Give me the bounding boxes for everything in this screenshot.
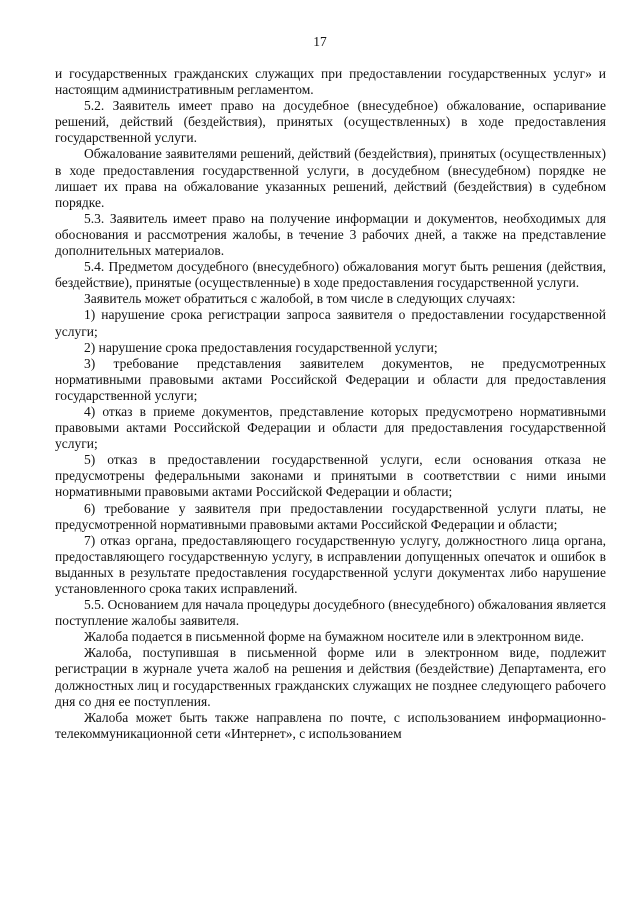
list-item-7: 7) отказ органа, предоставляющего государственную услугу, должностного лица органа, предоставляющего государственную услугу, в исправлении допущенных опечаток и ошибок в выданных в результате предоставления государственной услуги документах либо нарушение установленного срока таких исправлений.	[55, 532, 606, 596]
list-item-4: 4) отказ в приеме документов, представление которых предусмотрено нормативными правовыми актами Российской Федерации и области для предоставления государственной услуги;	[55, 403, 606, 452]
paragraph-continuation: и государственных гражданских служащих при предоставлении государственных услуг» и настоящим административным регламентом.	[55, 66, 606, 98]
page-number: 17	[313, 34, 327, 49]
paragraph-complaint-mail: Жалоба может быть также направлена по почте, с использованием информационно-телекоммуникационной сети «Интернет», с использованием	[55, 709, 606, 741]
list-item-6: 6) требование у заявителя при предоставлении государственной услуги платы, не предусмотренной нормативными правовыми актами Российской Федерации и области;	[55, 500, 606, 532]
paragraph-5-5: 5.5. Основанием для начала процедуры досудебного (внесудебного) обжалования является поступление жалобы заявителя.	[55, 597, 606, 629]
list-item-2: 2) нарушение срока предоставления государственной услуги;	[84, 339, 438, 355]
paragraph-complaint-registration: Жалоба, поступившая в письменной форме или в электронном виде, подлежит регистрации в журнале учета жалоб на решения и действия (бездействие) Департамента, его должностных лиц и государственных гражданских служащих не позднее следующего рабочего дня со дня ее поступления.	[55, 645, 606, 709]
document-body	[55, 66, 606, 742]
list-item-3: 3) требование представления заявителем документов, не предусмотренных нормативными правовыми актами Российской Федерации и области для предоставления государственной услуги;	[55, 355, 606, 403]
list-item-5: 5) отказ в предоставлении государственной услуги, если основания отказа не предусмотрены федеральными законами и принятыми в соответствии с ними иными нормативными правовыми актами Российской Федерации и области;	[55, 452, 606, 500]
paragraph-complaint-form: Жалоба подается в письменной форме на бумажном носителе или в электронном виде.	[84, 629, 584, 645]
list-item-1: 1) нарушение срока регистрации запроса заявителя о предоставлении государственной услуги;	[55, 307, 606, 339]
paragraph-5-3: 5.3. Заявитель имеет право на получение информации и документов, необходимых для обоснования и рассмотрения жалобы, в течение 3 рабочих дней, а также на представление дополнительных материалов.	[55, 210, 606, 259]
paragraph-5-4: 5.4. Предметом досудебного (внесудебного) обжалования могут быть решения (действия, бездействие), принятые (осуществленные) в ходе предоставления государственной услуги.	[55, 259, 606, 291]
paragraph-5-2: 5.2. Заявитель имеет право на досудебное (внесудебное) обжалование, оспаривание решений, действий (бездействия), принятых (осуществленных) в ходе предоставления государственной услуги.	[55, 98, 606, 146]
paragraph-appeal-rights: Обжалование заявителями решений, действий (бездействия), принятых (осуществленных) в ходе предоставления государственной услуги, в досудебном (внесудебном) порядке не лишает их права на обжалование указанных решений, действий (бездействия) в судебном порядке.	[55, 146, 606, 210]
paragraph-cases-intro: Заявитель может обратиться с жалобой, в том числе в следующих случаях:	[84, 291, 516, 307]
